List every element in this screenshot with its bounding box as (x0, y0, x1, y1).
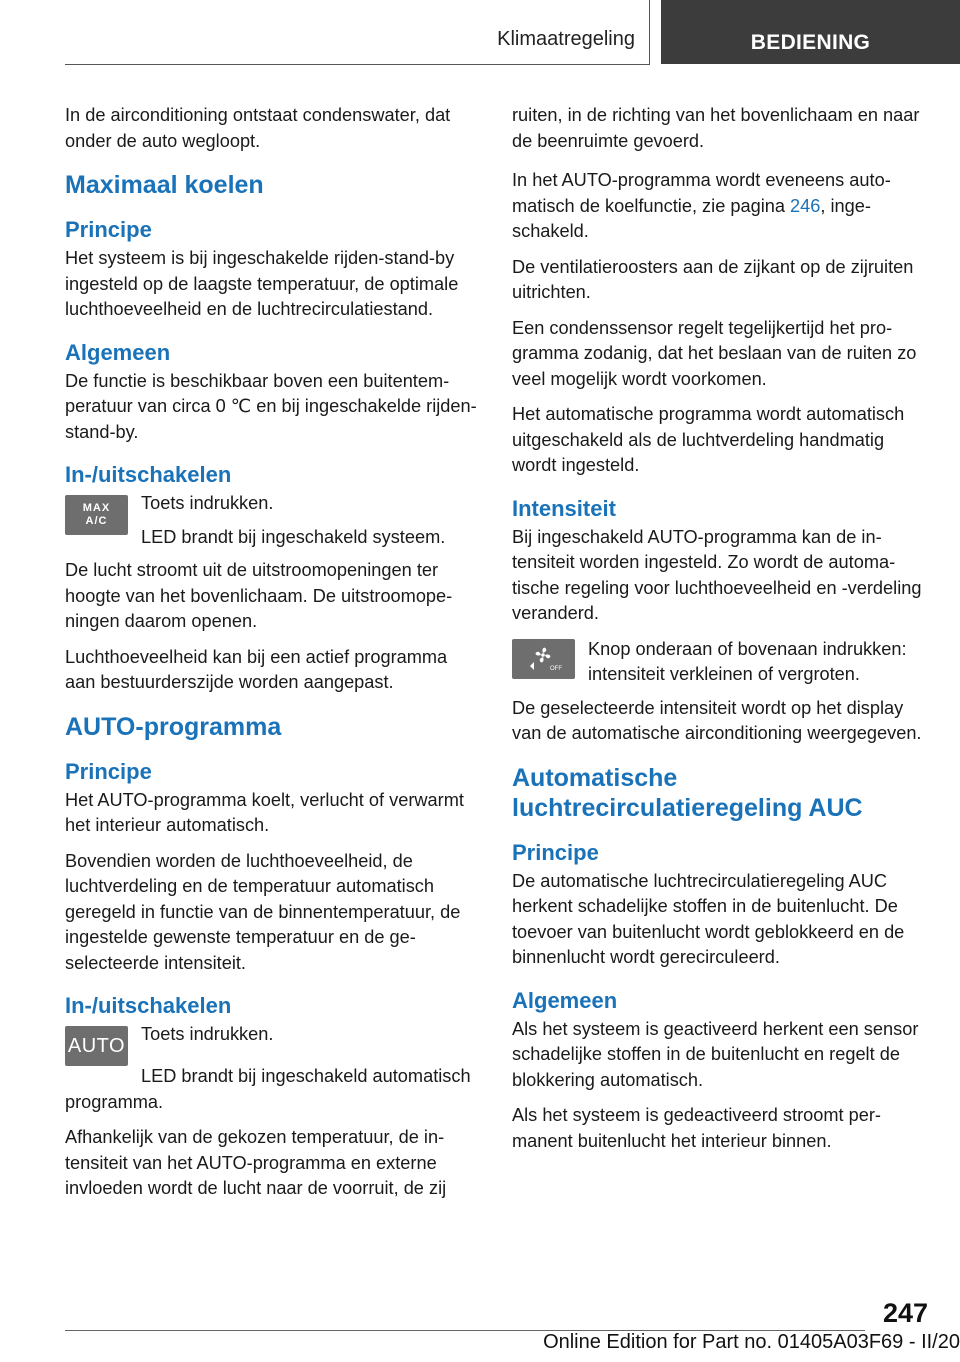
subheading-principe: Principe (65, 758, 152, 784)
left-column (65, 103, 481, 1212)
auto-button-icon: AUTO (65, 1026, 128, 1066)
paragraph: De lucht stroomt uit de uitstroomopeningen ter hoogte van het bovenlichaam. De uitstroomopeningen daarom openen. (65, 560, 453, 631)
paragraph: De automatische luchtrecirculatieregeling AUC herkent schadelijke stoffen in de buitenlucht. De toevoer van buitenlucht wordt geblokkeerd en de binnenlucht wordt gerecirculeerd. (512, 870, 905, 967)
chapter-title: Klimaatregeling (497, 28, 635, 50)
paragraph: ruiten, in de richting van het bovenlichaam en naar de beenruimte gevoerd. (512, 105, 920, 151)
paragraph: Knop onderaan of bovenaan indrukken: intensiteit verkleinen of vergroten. (588, 638, 907, 684)
paragraph: Bij ingeschakeld AUTO-programma kan de intensiteit worden ingesteld. Zo wordt de automatische regeling voor luchthoeveelheid en -verdeling veranderd. (512, 526, 922, 623)
text: , ingeschakeld. (512, 195, 871, 241)
max-ac-button-icon (65, 495, 128, 535)
section-tab: BEDIENING (661, 0, 960, 64)
subheading-in-uitschakelen: In-/uitschakelen (65, 993, 232, 1018)
paragraph: Toets indrukken. (141, 1024, 274, 1044)
paragraph: Het systeem is bij ingeschakelde rijden-stand-by ingesteld op de laagste temperatuur, de optimale luchthoeveelheid en de luchtrecirculatiestand. (65, 248, 459, 319)
paragraph: De ventilatieroosters aan de zijkant op de zijruiten uitrichten. (512, 256, 914, 302)
paragraph: Bovendien worden de luchthoeveelheid, de luchtverdeling en de temperatuur automatisch geregeld in functie van de binnentemperatuur, de ingestelde gewenste temperatuur en de geselecteerde intensiteit. (65, 850, 461, 973)
subheading-algemeen: Algemeen (65, 339, 171, 365)
max-label: MAX (82, 502, 111, 514)
paragraph: Als het systeem is gedeactiveerd stroomt permanent buitenlucht het interieur binnen. (512, 1105, 881, 1151)
heading-auto-programma: AUTO-programma (65, 712, 282, 741)
page-number: 247 (882, 1298, 928, 1328)
fan-icon (512, 639, 575, 679)
paragraph: De functie is beschikbaar boven een buitentemperatuur van circa 0 ℃ en bij ingeschakelde rijden-stand-by. (65, 370, 477, 442)
right-column (512, 103, 928, 1164)
paragraph: Afhankelijk van de gekozen temperatuur, de intensiteit van het AUTO-programma en externe invloeden wordt de lucht naar de voorruit, de zij (65, 1127, 447, 1198)
page-reference-link[interactable]: 246 (790, 195, 821, 216)
subheading-algemeen: Algemeen (512, 987, 618, 1013)
off-label: OFF (550, 665, 562, 672)
paragraph: LED brandt bij ingeschakeld automatisch programma. (65, 1066, 471, 1112)
auto-instruction (65, 1022, 481, 1082)
header-chapter-tab (65, 0, 650, 65)
paragraph: Een condenssensor regelt tegelijkertijd het programma zodanig, dat het beslaan van de ruiten zo veel mogelijk wordt voorkomen. (512, 317, 917, 389)
fan-intensity-button-icon (512, 639, 575, 679)
subheading-in-uitschakelen: In-/uitschakelen (65, 462, 232, 487)
fan-instruction (512, 637, 928, 688)
footer-edition: Online Edition for Part no. 01405A03F69 - II/20 (543, 1331, 960, 1353)
paragraph-koelfunctie (512, 168, 928, 245)
paragraph: In de airconditioning ontstaat condenswater, dat onder de auto wegloopt. (65, 105, 451, 151)
paragraph: Het AUTO-programma koelt, verlucht of verwarmt het interieur automatisch. (65, 789, 464, 835)
ac-label: A/C (85, 515, 108, 527)
paragraph: Luchthoeveelheid kan bij een actief programma aan bestuurderszijde worden aangepast. (65, 646, 448, 692)
paragraph: Toets indrukken. (141, 493, 274, 513)
text: In het AUTO-programma wordt eveneens automatisch de koelfunctie, zie pagina (512, 170, 891, 216)
subheading-principe: Principe (512, 839, 599, 865)
heading-maximaal-koelen: Maximaal koelen (65, 171, 264, 199)
paragraph: Als het systeem is geactiveerd herkent een sensor schadelijke stoffen in de buitenlucht en regelt de blokkering automatisch. (512, 1018, 919, 1090)
paragraph: De geselecteerde intensiteit wordt op het display van de automatische airconditioning weergegeven. (512, 697, 922, 743)
heading-auc: Automatische luchtrecirculatieregeling AUC (512, 763, 863, 822)
subheading-intensiteit: Intensiteit (512, 495, 616, 521)
paragraph: LED brandt bij ingeschakeld systeem. (141, 526, 446, 547)
paragraph: Het automatische programma wordt automatisch uitgeschakeld als de luchtverdeling handmatig wordt ingesteld. (512, 404, 905, 475)
subheading-principe: Principe (65, 217, 152, 242)
max-ac-instruction (65, 491, 481, 550)
